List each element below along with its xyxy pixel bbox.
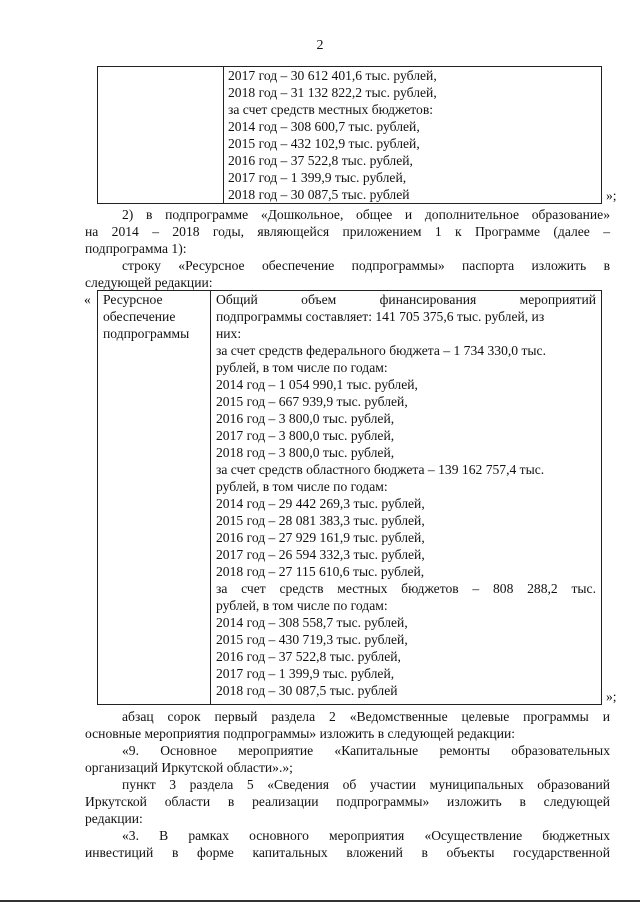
top-table-line: 2017 год – 1 399,9 тыс. рублей, — [228, 170, 407, 185]
abzac-paragraph-line: основные мероприятия подпрограммы» изложить в следующей редакции: — [85, 726, 516, 741]
top-table-line: 2018 год – 30 087,5 тыс. рублей — [228, 187, 410, 202]
main-table-opening-mark: « — [84, 292, 91, 307]
main-table-closing-mark: »; — [606, 689, 617, 704]
row-paragraph-line: строку «Ресурсное обеспечение подпрограммы» паспорта изложить в — [122, 258, 610, 273]
main-table-line: 2015 год – 28 081 383,3 тыс. рублей, — [216, 513, 425, 528]
item9-paragraph-line: организаций Иркутской области».»; — [85, 760, 293, 775]
main-table-line: 2015 год – 430 719,3 тыс. рублей, — [216, 632, 408, 647]
page-number: 2 — [316, 38, 324, 53]
main-table-line: 2017 год – 1 399,9 тыс. рублей, — [216, 666, 395, 681]
main-table-line: за счет средств местных бюджетов – 808 288,2 тыс. — [216, 581, 596, 596]
main-table-divider — [210, 290, 211, 705]
top-table-line: за счет средств местных бюджетов: — [228, 102, 434, 117]
top-table-line: 2016 год – 37 522,8 тыс. рублей, — [228, 153, 413, 168]
abzac-paragraph-line: абзац сорок первый раздела 2 «Ведомственные целевые программы и — [122, 709, 610, 724]
punkt-paragraph-line: пункт 3 раздела 5 «Сведения об участии муниципальных образований — [122, 777, 610, 792]
top-table-line: 2014 год – 308 600,7 тыс. рублей, — [228, 119, 420, 134]
main-table-line: 2014 год – 308 558,7 тыс. рублей, — [216, 615, 408, 630]
subprogram-paragraph-line: 2) в подпрограмме «Дошкольное, общее и дополнительное образование» — [122, 207, 610, 222]
bottom-edge-rule — [0, 900, 640, 902]
subprogram-paragraph-line: на 2014 – 2018 годы, являющейся приложением 1 к Программе (далее – — [85, 224, 610, 239]
item3-paragraph-line: «3. В рамках основного мероприятия «Осуществление бюджетных — [122, 828, 610, 843]
main-table-line: них: — [216, 326, 242, 341]
top-table-closing-mark: »; — [606, 188, 617, 203]
main-table-line: подпрограммы составляет: 141 705 375,6 тыс. рублей, из — [216, 309, 545, 324]
main-table-line: рублей, в том числе по годам: — [216, 360, 388, 375]
main-table-line: рублей, в том числе по годам: — [216, 598, 388, 613]
subprogram-paragraph-line: подпрограмма 1): — [85, 241, 187, 256]
punkt-paragraph-line: Иркутской области в реализации подпрограммы» изложить в следующей — [85, 794, 610, 809]
main-table-line: 2018 год – 3 800,0 тыс. рублей, — [216, 445, 395, 460]
main-table-line: 2018 год – 30 087,5 тыс. рублей — [216, 683, 398, 698]
main-table-left-cell-line: обеспечение — [103, 309, 176, 324]
main-table-line: 2014 год – 1 054 990,1 тыс. рублей, — [216, 377, 418, 392]
main-table-line: рублей, в том числе по годам: — [216, 479, 388, 494]
top-table-line: 2017 год – 30 612 401,6 тыс. рублей, — [228, 68, 437, 83]
main-table-line: 2016 год – 37 522,8 тыс. рублей, — [216, 649, 401, 664]
main-table-line: 2017 год – 3 800,0 тыс. рублей, — [216, 428, 395, 443]
item3-paragraph-line: инвестиций в форме капитальных вложений в объекты государственной — [85, 845, 610, 860]
top-table-line: 2015 год – 432 102,9 тыс. рублей, — [228, 136, 420, 151]
main-table-line: 2015 год – 667 939,9 тыс. рублей, — [216, 394, 408, 409]
main-table-line: 2018 год – 27 115 610,6 тыс. рублей, — [216, 564, 425, 579]
main-table-left-cell-line: подпрограммы — [103, 326, 190, 341]
top-table-divider — [223, 66, 224, 204]
row-paragraph-line: следующей редакции: — [85, 275, 213, 290]
main-table-line: 2016 год – 27 929 161,9 тыс. рублей, — [216, 530, 425, 545]
main-table-line: 2016 год – 3 800,0 тыс. рублей, — [216, 411, 395, 426]
main-table-line: Общий объем финансирования мероприятий — [216, 292, 596, 307]
main-table-line: за счет средств федерального бюджета – 1 734 330,0 тыс. — [216, 343, 546, 358]
punkt-paragraph-line: редакции: — [85, 811, 143, 826]
top-table-line: 2018 год – 31 132 822,2 тыс. рублей, — [228, 85, 437, 100]
main-table-line: 2017 год – 26 594 332,3 тыс. рублей, — [216, 547, 425, 562]
main-table-left-cell-line: Ресурсное — [103, 292, 163, 307]
main-table-line: 2014 год – 29 442 269,3 тыс. рублей, — [216, 496, 425, 511]
main-table-line: за счет средств областного бюджета – 139 162 757,4 тыс. — [216, 462, 545, 477]
item9-paragraph-line: «9. Основное мероприятие «Капитальные ремонты образовательных — [122, 743, 610, 758]
